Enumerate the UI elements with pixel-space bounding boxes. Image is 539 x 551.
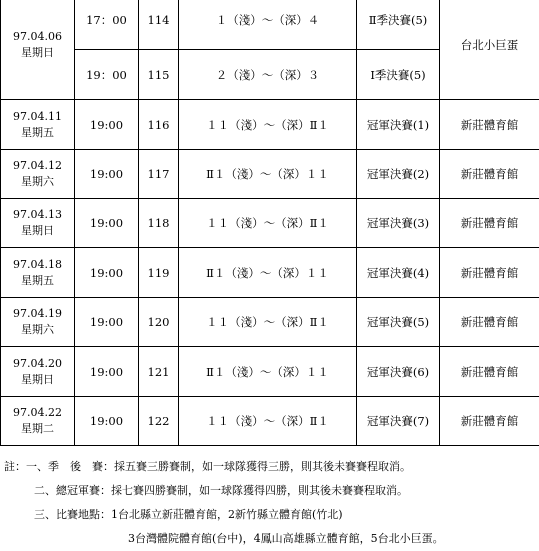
weekday: 星期五	[1, 273, 74, 289]
date-cell	[1, 347, 75, 397]
table-row	[1, 100, 539, 150]
date-cell	[1, 397, 75, 446]
stage-cell: 冠軍決賽(3)	[357, 199, 440, 248]
weekday: 星期六	[1, 322, 74, 338]
venue-cell: 新莊體育館	[440, 199, 539, 248]
time-cell: 19:00	[75, 248, 139, 298]
venue-cell: 新莊體育館	[440, 298, 539, 347]
stage-cell: 冠軍決賽(7)	[357, 397, 440, 446]
game-number-cell: 116	[139, 100, 179, 150]
venue-cell: 新莊體育館	[440, 100, 539, 150]
time-cell: 19：00	[75, 50, 139, 100]
time-cell: 19:00	[75, 347, 139, 397]
time-cell: 19:00	[75, 298, 139, 347]
matchup-cell: １１（淺）～（深）Ⅱ１	[179, 397, 357, 446]
note-1: 註：一、季 後 賽：採五賽三勝賽制，如一球隊獲得三勝，則其後未賽賽程取消。	[4, 455, 411, 479]
matchup-cell: １１（淺）～（深）Ⅱ１	[179, 298, 357, 347]
time-cell: 19:00	[75, 100, 139, 150]
weekday: 星期日	[1, 45, 74, 61]
note-line	[0, 455, 539, 479]
matchup-cell: １１（淺）～（深）Ⅱ１	[179, 199, 357, 248]
stage-cell: 冠軍決賽(4)	[357, 248, 440, 298]
game-number-cell: 122	[139, 397, 179, 446]
note-3: 三、比賽地點：1台北縣立新莊體育館，2新竹縣立體育館(竹北)	[34, 503, 343, 527]
note-4: 3台灣體院體育館(台中)，4鳳山高雄縣立體育館，5台北小巨蛋。	[128, 527, 444, 551]
time-cell: 19:00	[75, 199, 139, 248]
date: 97.04.22	[1, 405, 74, 421]
matchup-cell: Ⅱ１（淺）～（深）１１	[179, 248, 357, 298]
date: 97.04.06	[1, 29, 74, 45]
game-number-cell: 121	[139, 347, 179, 397]
date: 97.04.13	[1, 207, 74, 223]
matchup-cell: Ⅱ１（淺）～（深）１１	[179, 347, 357, 397]
stage-cell: Ⅰ季決賽(5)	[357, 50, 440, 100]
note-line	[0, 479, 539, 503]
table-row	[1, 199, 539, 248]
weekday: 星期日	[1, 372, 74, 388]
date: 97.04.19	[1, 306, 74, 322]
note-2: 二、總冠軍賽：採七賽四勝賽制，如一球隊獲得四勝，則其後未賽賽程取消。	[34, 479, 408, 503]
stage-cell: 冠軍決賽(5)	[357, 298, 440, 347]
matchup-cell: １１（淺）～（深）Ⅱ１	[179, 100, 357, 150]
date: 97.04.12	[1, 158, 74, 174]
date-cell	[1, 298, 75, 347]
note-line	[0, 527, 539, 551]
game-number-cell: 117	[139, 150, 179, 199]
venue-cell: 新莊體育館	[440, 347, 539, 397]
weekday: 星期五	[1, 125, 74, 141]
table-row	[1, 347, 539, 397]
note-line	[0, 503, 539, 527]
date-cell	[1, 150, 75, 199]
venue-cell: 新莊體育館	[440, 150, 539, 199]
date-cell	[1, 100, 75, 150]
stage-cell: Ⅱ季決賽(5)	[357, 0, 440, 50]
game-number-cell: 114	[139, 0, 179, 50]
game-number-cell: 118	[139, 199, 179, 248]
matchup-cell: ２（淺）～（深）３	[179, 50, 357, 100]
date-cell	[1, 248, 75, 298]
stage-cell: 冠軍決賽(1)	[357, 100, 440, 150]
stage-cell: 冠軍決賽(6)	[357, 347, 440, 397]
stage-cell: 冠軍決賽(2)	[357, 150, 440, 199]
weekday: 星期二	[1, 421, 74, 437]
weekday: 星期六	[1, 174, 74, 190]
notes-section	[0, 455, 539, 551]
date: 97.04.18	[1, 257, 74, 273]
date-cell	[1, 199, 75, 248]
game-number-cell: 119	[139, 248, 179, 298]
time-cell: 17：00	[75, 0, 139, 50]
game-number-cell: 115	[139, 50, 179, 100]
matchup-cell: Ⅱ１（淺）～（深）１１	[179, 150, 357, 199]
weekday: 星期日	[1, 223, 74, 239]
table-row	[1, 248, 539, 298]
table-row	[1, 298, 539, 347]
table-row	[1, 397, 539, 446]
date-cell	[1, 0, 75, 100]
time-cell: 19:00	[75, 150, 139, 199]
venue-cell: 新莊體育館	[440, 397, 539, 446]
matchup-cell: １（淺）～（深）４	[179, 0, 357, 50]
table-row	[1, 150, 539, 199]
time-cell: 19:00	[75, 397, 139, 446]
table-row	[1, 0, 539, 50]
venue-cell: 新莊體育館	[440, 248, 539, 298]
venue-cell: 台北小巨蛋	[440, 0, 539, 100]
date: 97.04.11	[1, 109, 74, 125]
game-number-cell: 120	[139, 298, 179, 347]
date: 97.04.20	[1, 356, 74, 372]
